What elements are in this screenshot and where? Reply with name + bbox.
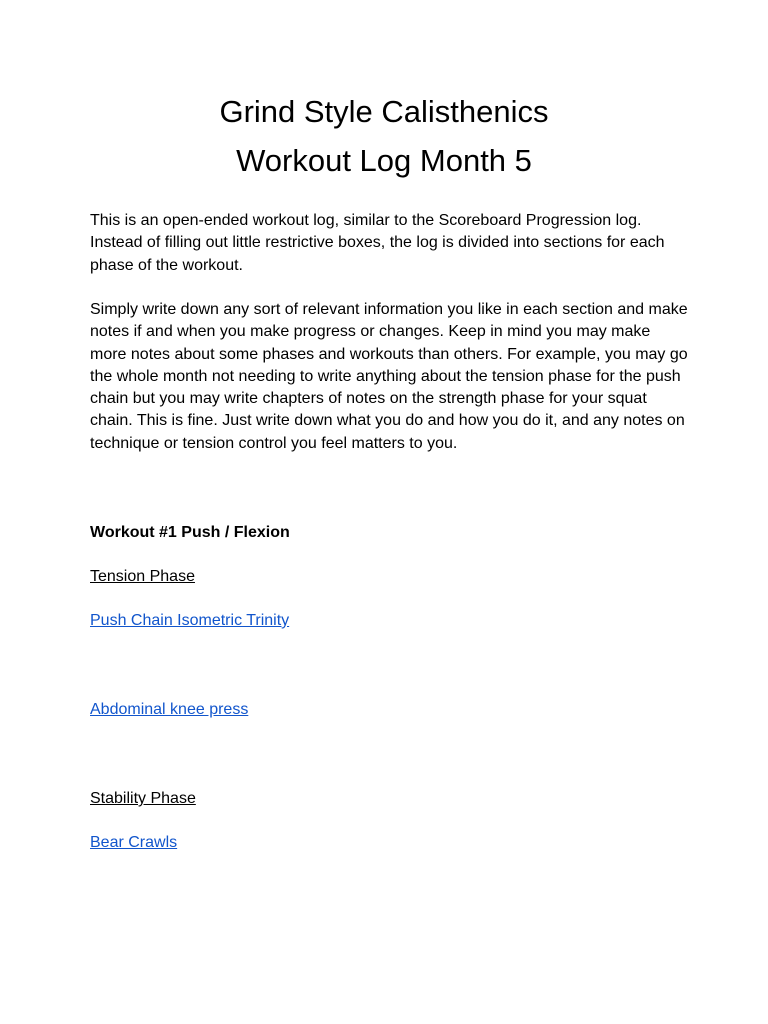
document-title-line-2: Workout Log Month 5 <box>236 143 532 178</box>
abdominal-knee-press-link[interactable]: Abdominal knee press <box>90 701 249 718</box>
intro-paragraph: This is an open-ended workout log, similar to the Scoreboard Progression log. Instead of filling out little restrictive boxes, the log is divided into sections for each phase of the workout. <box>90 212 665 274</box>
stability-phase-heading: Stability Phase <box>90 790 196 807</box>
tension-phase-heading: Tension Phase <box>90 568 195 585</box>
workout-heading: Workout #1 Push / Flexion <box>90 524 290 541</box>
document-title-line-1: Grind Style Calisthenics <box>219 94 549 129</box>
instructions-paragraph: Simply write down any sort of relevant information you like in each section and make notes if and when you make progress or changes. Keep in mind you may make more notes about some phases and workouts than others. For example, you may go the whole month not needing to write anything about the tension phase for the push chain but you may write chapters of notes on the strength phase for your squat chain. This is fine. Just write down what you do and how you do it, and any notes on technique or tension control you feel matters to you. <box>90 301 688 452</box>
bear-crawls-link[interactable]: Bear Crawls <box>90 834 178 851</box>
push-chain-isometric-trinity-link[interactable]: Push Chain Isometric Trinity <box>90 612 290 629</box>
